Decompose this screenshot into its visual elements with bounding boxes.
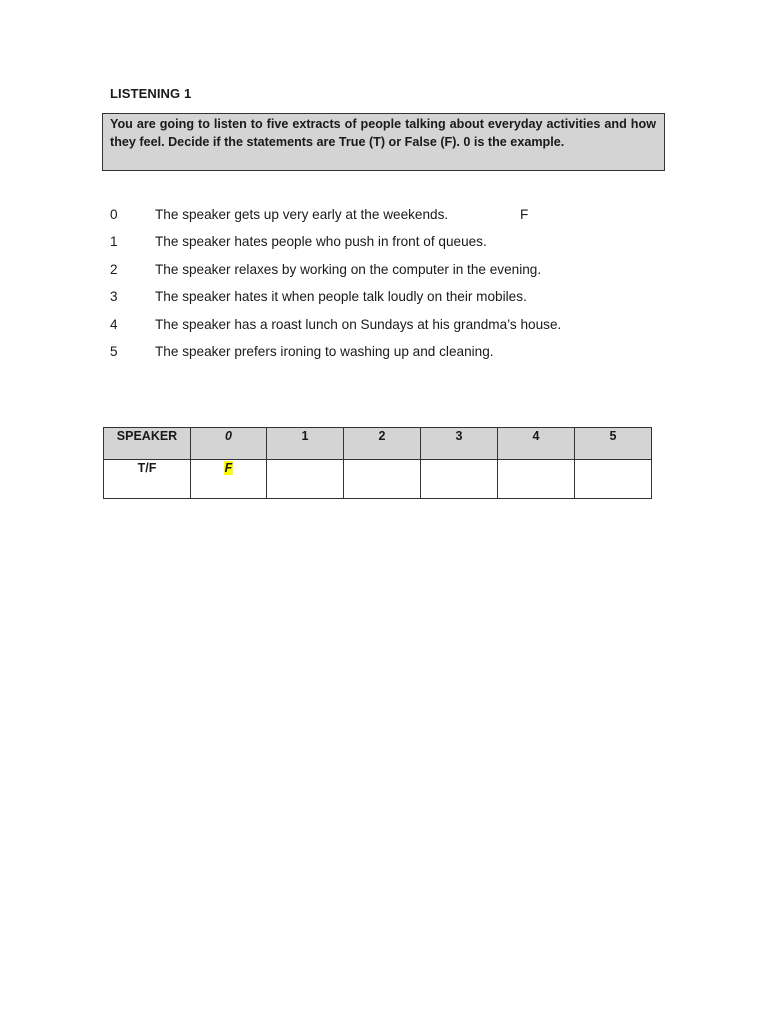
answer-cell-5[interactable] bbox=[575, 460, 652, 499]
column-header-3: 3 bbox=[421, 428, 498, 460]
statement-text: The speaker hates people who push in front of queues. bbox=[155, 234, 487, 250]
statement-item bbox=[110, 289, 670, 316]
example-answer-highlight: F bbox=[224, 461, 233, 475]
statement-text: The speaker relaxes by working on the computer in the evening. bbox=[155, 261, 542, 277]
column-header-1: 1 bbox=[267, 428, 344, 460]
statement-number: 5 bbox=[110, 343, 118, 359]
column-header-4: 4 bbox=[498, 428, 575, 460]
answer-cell-4[interactable] bbox=[498, 460, 575, 499]
speaker-header-cell: SPEAKER bbox=[104, 428, 191, 460]
column-header-5: 5 bbox=[575, 428, 652, 460]
column-header-0: 0 bbox=[191, 428, 267, 460]
statement-text: The speaker prefers ironing to washing up and cleaning. bbox=[155, 343, 494, 359]
statement-text: The speaker gets up very early at the weekends. bbox=[155, 207, 449, 222]
statement-item bbox=[110, 234, 670, 261]
example-statement-answer: F bbox=[520, 207, 529, 222]
statement-number: 3 bbox=[110, 289, 118, 305]
statement-number: 0 bbox=[110, 207, 118, 222]
answer-cell-3[interactable] bbox=[421, 460, 498, 499]
statement-item bbox=[110, 262, 670, 289]
answer-table bbox=[103, 427, 652, 499]
column-header-2: 2 bbox=[344, 428, 421, 460]
answer-cell-0 bbox=[191, 460, 267, 499]
table-answer-row bbox=[104, 460, 652, 499]
statement-number: 4 bbox=[110, 316, 118, 332]
statement-item bbox=[110, 344, 670, 371]
statement-text: The speaker has a roast lunch on Sundays at his grandma’s house. bbox=[155, 316, 562, 332]
statement-item bbox=[110, 317, 670, 344]
statement-number: 1 bbox=[110, 234, 118, 250]
statement-item bbox=[110, 207, 670, 234]
answer-cell-1[interactable] bbox=[267, 460, 344, 499]
statement-number: 2 bbox=[110, 261, 118, 277]
page-title: LISTENING 1 bbox=[110, 86, 192, 101]
statement-list bbox=[110, 207, 670, 371]
instructions-box: You are going to listen to five extracts of people talking about everyday activities and how they feel. Decide if the statements are True (T) or False (F). 0 is the example. bbox=[102, 113, 665, 171]
answer-cell-2[interactable] bbox=[344, 460, 421, 499]
tf-row-label: T/F bbox=[104, 460, 191, 499]
statement-text: The speaker hates it when people talk loudly on their mobiles. bbox=[155, 289, 527, 305]
table-header-row bbox=[104, 428, 652, 460]
